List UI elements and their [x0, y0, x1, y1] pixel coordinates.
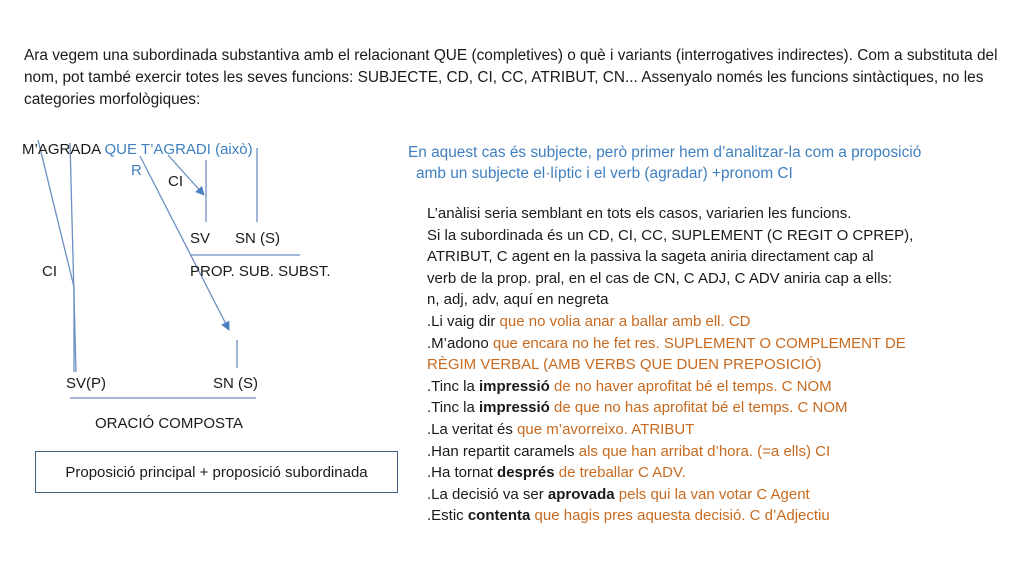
example-main: .La decisió va ser: [427, 485, 548, 503]
example-line: [427, 333, 987, 355]
intro-paragraph: Ara vegem una subordinada substantiva amb el relacionant QUE (completives) o què i variants (interrogatives indirectes). Com a substituta del nom, pot també exercir totes les seves funcions: SUBJECTE, CD, CI, CC, ATRIBUT, CN... Assenyalo només les funcions sintàctiques, no les categories morfològiques:: [24, 47, 998, 108]
example-line: [427, 441, 987, 463]
example-line: [427, 462, 987, 484]
tree-line: [70, 143, 76, 372]
label-svp: SV(P): [66, 375, 107, 392]
example-head-word: aprovada: [547, 485, 615, 503]
example-subordinate: de treballar C ADV.: [554, 464, 686, 482]
summary-box: Proposició principal + proposició subordinada: [35, 451, 398, 493]
label-sn-sub: SN (S): [235, 230, 280, 247]
example-line: [427, 376, 987, 398]
r-arrow: [140, 156, 229, 330]
analysis-block: [427, 203, 987, 527]
analysis-line: L’anàlisi seria semblant en tots els casos, variarien les funcions.: [427, 205, 852, 222]
example-line: [427, 505, 987, 527]
example-subordinate: de que no has aprofitat bé el temps. C NOM: [549, 399, 848, 417]
analysis-line: verb de la prop. pral, en el cas de CN, C ADJ, C ADV aniria cap a ells:: [427, 269, 893, 287]
note-block: [408, 142, 921, 184]
label-r: R: [131, 162, 142, 179]
example-head-word: impressió: [478, 377, 550, 395]
example-line: [427, 484, 987, 506]
example-main: .Estic: [427, 507, 468, 525]
example-main: .Tinc la: [427, 399, 479, 417]
label-prop-sub-subst: PROP. SUB. SUBST.: [190, 263, 331, 280]
example-line: [427, 419, 987, 441]
analysis-line: Si la subordinada és un CD, CI, CC, SUPLEMENT (C REGIT O CPREP),: [427, 226, 914, 244]
example-line: [427, 311, 987, 333]
analysis-line: n, adj, adv, aquí en negreta: [427, 291, 609, 309]
example-main: .M’adono: [427, 334, 493, 352]
examples-list: [427, 311, 987, 527]
example-subordinate: als que han arribat d’hora. (=a ells) CI: [578, 442, 831, 460]
example-subordinate: RÈGIM VERBAL (AMB VERBS QUE DUEN PREPOSICIÓ): [427, 356, 822, 374]
example-main: .Han repartit caramels: [427, 442, 579, 460]
example-main: .Ha tornat: [427, 464, 498, 482]
label-ci-main: CI: [42, 263, 57, 280]
example-head-word: contenta: [467, 507, 531, 525]
example-subordinate: que no volia anar a ballar amb ell. CD: [499, 312, 751, 330]
note-line-1: En aquest cas és subjecte, però primer hem d’analitzar-la com a proposició: [408, 144, 922, 161]
analysis-lines: [427, 203, 987, 311]
label-ci-sub: CI: [168, 173, 183, 190]
example-subordinate: que m’avorreixo. ATRIBUT: [517, 420, 695, 438]
sentence-main-clause: M’AGRADA: [22, 141, 105, 158]
example-main: .Li vaig dir: [427, 312, 500, 330]
example-line: [427, 397, 987, 419]
example-subordinate: que hagis pres aquesta decisió. C d’Adjectiu: [530, 507, 830, 525]
label-sn-main: SN (S): [213, 375, 258, 392]
analysis-line: ATRIBUT, C agent en la passiva la sageta aniria directament cap al: [427, 248, 874, 266]
example-head-word: impressió: [478, 399, 550, 417]
example-subordinate: que encara no he fet res. SUPLEMENT O COMPLEMENT DE: [492, 334, 906, 352]
sentence-sub-clause: QUE T’AGRADI (això): [104, 141, 253, 158]
example-main: .La veritat és: [427, 420, 518, 438]
sentence-line: [22, 141, 253, 158]
example-head-word: després: [497, 464, 555, 482]
label-sv: SV: [190, 230, 211, 247]
example-subordinate: pels qui la van votar C Agent: [614, 485, 810, 503]
note-line-2: amb un subjecte el·líptic i el verb (agradar) +pronom CI: [416, 165, 793, 182]
label-oracio-composta: ORACIÓ COMPOSTA: [95, 415, 244, 432]
example-line: [427, 354, 987, 376]
example-main: .Tinc la: [427, 377, 479, 395]
example-subordinate: de no haver aprofitat bé el temps. C NOM: [549, 377, 832, 395]
